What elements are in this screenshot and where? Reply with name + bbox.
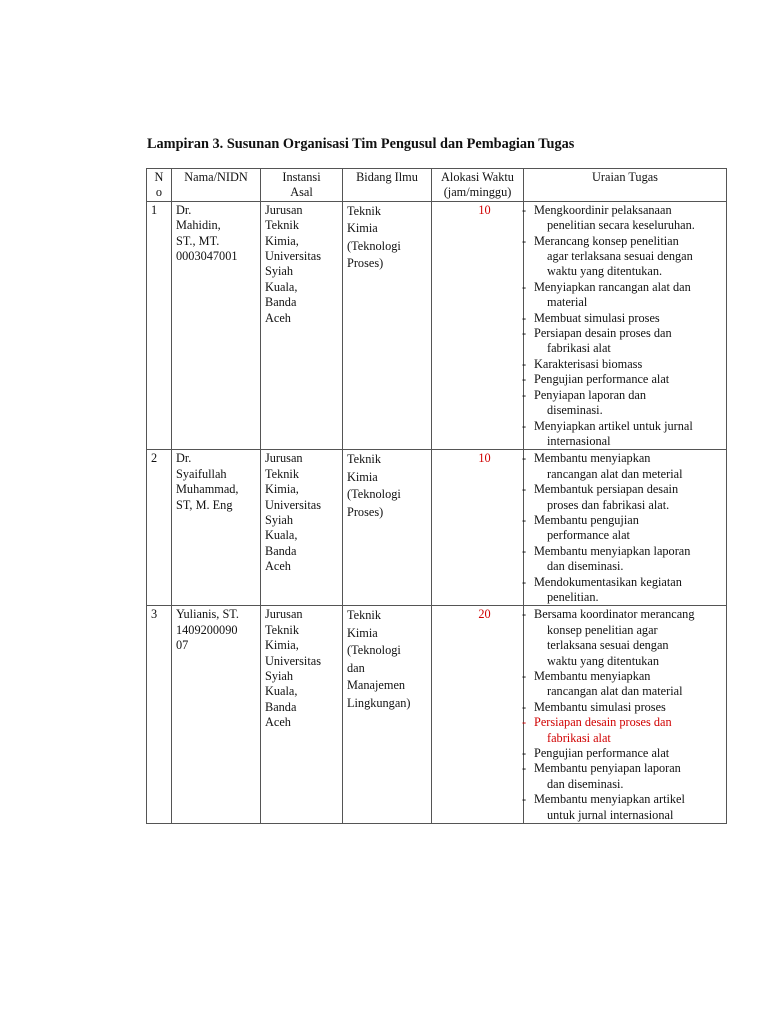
bullet-dash: - (522, 761, 527, 776)
task-item (522, 761, 722, 792)
cell-line: Syiah (265, 264, 294, 279)
task-line: konsep penelitian agar (547, 622, 658, 637)
task-text (534, 700, 722, 715)
bullet-dash: - (522, 279, 527, 294)
task-line: Merancang konsep penelitian (534, 233, 679, 248)
bullet-dash: - (522, 387, 527, 402)
cell-line: Teknik (347, 452, 381, 467)
cell-line: 07 (176, 638, 189, 653)
table-header-row (147, 169, 727, 202)
cell-line: Aceh (265, 559, 291, 574)
task-line: penelitian. (547, 589, 599, 604)
cell-line: Aceh (265, 715, 291, 730)
bullet-dash: - (522, 482, 527, 497)
bullet-dash: - (522, 202, 527, 217)
task-line: Membantu menyiapkan (534, 669, 651, 683)
task-item (522, 715, 722, 746)
task-line: fabrikasi alat (547, 730, 611, 745)
task-list (522, 607, 722, 823)
task-list (522, 451, 722, 605)
cell-line: Universitas (265, 653, 322, 668)
allocation-value: 20 (478, 607, 491, 622)
cell-line: Dr. (176, 202, 192, 217)
row-number: 2 (147, 450, 172, 606)
task-text (534, 203, 722, 234)
task-item (522, 607, 722, 669)
cell-line: (Teknologi (347, 487, 401, 502)
cell-line: Teknik (265, 622, 299, 637)
task-line: agar terlaksana sesuai dengan (547, 249, 693, 264)
task-item (522, 279, 722, 311)
cell-line: Dr. (176, 451, 192, 466)
task-line: rancangan alat dan material (547, 684, 683, 699)
cell-line: Kimia (347, 469, 378, 484)
task-text (534, 761, 722, 792)
member-name-nidn (172, 201, 261, 450)
bullet-dash: - (522, 372, 527, 387)
task-text (534, 607, 722, 669)
member-field (343, 450, 432, 606)
task-description (524, 606, 727, 824)
bullet-dash: - (522, 512, 527, 527)
task-line: Persiapan desain proses dan (534, 326, 672, 341)
task-line: Membantu menyiapkan artikel (534, 792, 685, 807)
row-number: 3 (147, 606, 172, 824)
task-item (522, 372, 722, 387)
cell-line: Banda (265, 543, 297, 558)
task-text (534, 419, 722, 450)
bullet-dash: - (522, 699, 527, 714)
cell-line: Jurusan (265, 451, 303, 466)
task-line: Membantu simulasi proses (534, 699, 666, 714)
task-line: Membantuk persiapan desain (534, 482, 679, 497)
member-institution (261, 450, 343, 606)
table-body (147, 201, 727, 823)
task-list (522, 202, 722, 450)
cell-line: Kuala, (265, 528, 298, 543)
task-line: waktu yang ditentukan (547, 653, 660, 668)
bullet-dash: - (522, 356, 527, 371)
cell-line: Universitas (265, 497, 322, 512)
task-line: performance alat (547, 528, 630, 543)
task-item (522, 543, 722, 575)
header-name: Nama/NIDN (172, 169, 261, 202)
task-line: waktu yang ditentukan. (547, 264, 663, 279)
task-text (534, 280, 722, 311)
task-text (534, 669, 722, 700)
bullet-dash: - (522, 418, 527, 433)
task-line: penelitian secara keseluruhan. (547, 218, 695, 233)
task-line: untuk jurnal internasional (547, 807, 674, 822)
member-field (343, 606, 432, 824)
cell-line: Proses) (347, 504, 384, 519)
bullet-dash: - (522, 574, 527, 589)
task-line: Pengujian performance alat (534, 746, 670, 761)
task-item (522, 669, 722, 700)
task-line: diseminasi. (547, 403, 603, 418)
cell-line: Lingkungan) (347, 695, 411, 710)
bullet-dash: - (522, 451, 527, 466)
cell-line: Muhammad, (176, 482, 239, 497)
task-line: terlaksana sesuai dengan (547, 638, 669, 653)
header-tasks: Uraian Tugas (524, 169, 727, 202)
member-institution (261, 201, 343, 450)
cell-line: Yulianis, ST. (176, 607, 239, 622)
cell-line: Jurusan (265, 202, 303, 217)
task-line: Membantu pengujian (534, 512, 639, 527)
task-line: Persiapan desain proses dan (534, 715, 672, 730)
bullet-dash: - (522, 233, 527, 248)
cell-line: Syiah (265, 512, 294, 527)
bullet-dash: - (522, 326, 527, 341)
header-allocation: Alokasi Waktu (jam/minggu) (432, 169, 524, 202)
cell-line: (Teknologi (347, 238, 401, 253)
cell-line: Kimia, (265, 233, 299, 248)
task-text (534, 575, 722, 606)
page-title: Lampiran 3. Susunan Organisasi Tim Pengusul dan Pembagian Tugas (147, 136, 575, 152)
task-line: Membantu menyiapkan laporan (534, 543, 691, 558)
task-text (534, 746, 722, 761)
task-item (522, 746, 722, 761)
task-item (522, 326, 722, 357)
cell-line: Syaifullah (176, 466, 227, 481)
task-line: rancangan alat dan meterial (547, 466, 683, 481)
task-line: material (547, 295, 588, 310)
cell-line: ST., MT. (176, 233, 220, 248)
task-line: Membuat simulasi proses (534, 310, 660, 325)
task-line: Membantu penyiapan laporan (534, 761, 681, 776)
task-item (522, 574, 722, 606)
task-item (522, 202, 722, 234)
task-text (534, 792, 722, 823)
bullet-dash: - (522, 715, 527, 730)
task-line: Pengujian performance alat (534, 372, 670, 387)
row-number: 1 (147, 201, 172, 450)
table-row (147, 450, 727, 606)
cell-line: Kuala, (265, 279, 298, 294)
cell-line: ST, M. Eng (176, 497, 233, 512)
cell-line: Banda (265, 295, 297, 310)
cell-line: Banda (265, 699, 297, 714)
task-line: dan diseminasi. (547, 559, 624, 574)
task-line: Membantu menyiapkan (534, 451, 651, 466)
task-line: Menyiapkan rancangan alat dan (534, 279, 691, 294)
task-text (534, 715, 722, 746)
bullet-dash: - (522, 543, 527, 558)
bullet-dash: - (522, 607, 527, 622)
cell-line: (Teknologi (347, 643, 401, 658)
cell-line: 1409200090 (176, 622, 238, 637)
task-line: Menyiapkan artikel untuk jurnal (534, 418, 693, 433)
time-allocation (432, 606, 527, 824)
bullet-dash: - (522, 669, 527, 683)
cell-line: Kimia, (265, 638, 299, 653)
task-text (534, 357, 722, 372)
task-line: Mendokumentasikan kegiatan (534, 574, 682, 589)
organization-table (146, 168, 727, 824)
cell-line: Proses) (347, 256, 384, 271)
cell-line: Universitas (265, 249, 322, 264)
task-text (534, 311, 722, 326)
time-allocation (432, 450, 527, 606)
cell-line: Mahidin, (176, 218, 221, 233)
task-text (534, 513, 722, 544)
allocation-value: 10 (478, 451, 491, 466)
time-allocation (432, 201, 527, 450)
task-description (524, 201, 727, 450)
task-text (534, 372, 722, 387)
task-item (522, 310, 722, 326)
task-line: dan diseminasi. (547, 776, 624, 791)
task-text (534, 482, 722, 513)
header-field: Bidang Ilmu (343, 169, 432, 202)
cell-line: Syiah (265, 669, 294, 683)
task-line: Karakterisasi biomass (534, 356, 643, 371)
task-text (534, 326, 722, 357)
task-item (522, 512, 722, 544)
cell-line: Teknik (347, 203, 381, 218)
table-row (147, 201, 727, 450)
member-name-nidn (172, 450, 261, 606)
cell-line: Kimia (347, 221, 378, 236)
task-item (522, 387, 722, 419)
cell-line: 0003047001 (176, 249, 238, 264)
member-institution (261, 606, 343, 824)
bullet-dash: - (522, 792, 527, 807)
cell-line: Kimia, (265, 482, 299, 497)
task-text (534, 451, 722, 482)
task-description (524, 450, 727, 606)
table-row (147, 606, 727, 824)
task-item (522, 233, 722, 280)
task-line: Bersama koordinator merancang (534, 607, 695, 622)
cell-line: dan (347, 660, 365, 675)
bullet-dash: - (522, 310, 527, 325)
task-item (522, 356, 722, 372)
task-item (522, 482, 722, 513)
cell-line: Jurusan (265, 607, 303, 622)
task-text (534, 388, 722, 419)
bullet-dash: - (522, 746, 527, 761)
cell-line: Kimia (347, 625, 378, 640)
member-name-nidn (172, 606, 261, 824)
allocation-value: 10 (478, 202, 491, 217)
cell-line: Aceh (265, 310, 291, 325)
task-item (522, 699, 722, 715)
task-text (534, 234, 722, 280)
task-line: Mengkoordinir pelaksanaan (534, 202, 672, 217)
cell-line: Manajemen (347, 678, 406, 693)
header-institution: Instansi Asal (261, 169, 343, 202)
task-line: Penyiapan laporan dan (534, 387, 646, 402)
cell-line: Kuala, (265, 684, 298, 699)
cell-line: Teknik (347, 608, 381, 623)
task-line: proses dan fabrikasi alat. (547, 497, 670, 512)
task-line: fabrikasi alat (547, 341, 611, 356)
task-item (522, 451, 722, 482)
header-no: N o (147, 169, 172, 202)
task-text (534, 544, 722, 575)
member-field (343, 201, 432, 450)
task-item (522, 792, 722, 823)
task-item (522, 418, 722, 450)
task-line: internasional (547, 433, 611, 448)
cell-line: Teknik (265, 466, 299, 481)
cell-line: Teknik (265, 218, 299, 233)
